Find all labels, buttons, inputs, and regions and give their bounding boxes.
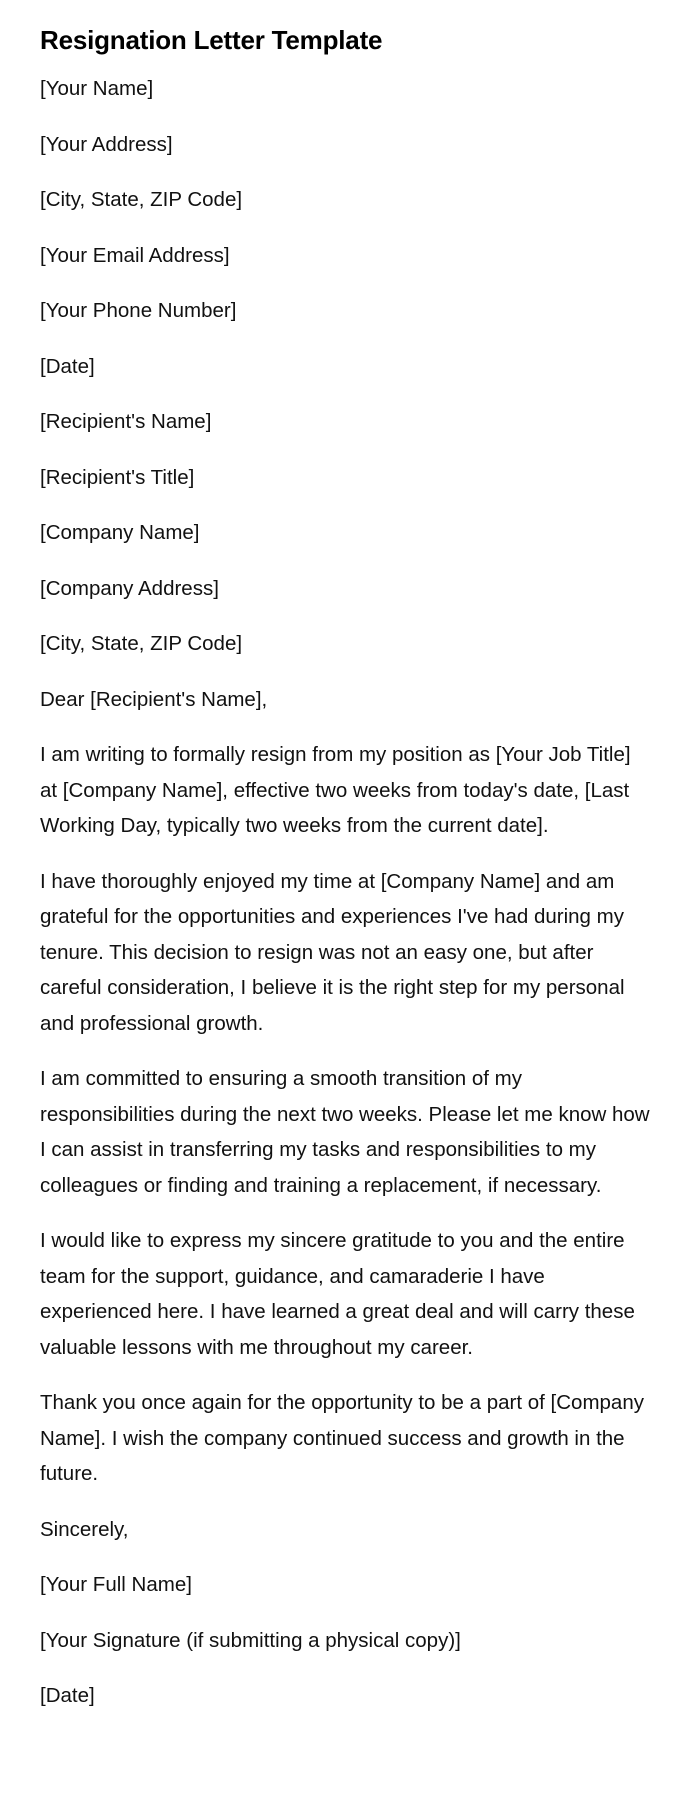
recipient-name: [Recipient's Name] bbox=[40, 410, 212, 433]
body-paragraph-2: I have thoroughly enjoyed my time at [Company Name] and am grateful for the opportunities and experiences I've had during my tenure. This decision to resign was not an easy one, but after careful consideration, I believe it is the right step for my personal and professional growth. bbox=[40, 869, 625, 1035]
recipient-company: [Company Name] bbox=[40, 521, 200, 544]
closing-date: [Date] bbox=[40, 1684, 95, 1707]
salutation: Dear [Recipient's Name], bbox=[40, 687, 268, 711]
body-paragraph-1: I am writing to formally resign from my position as [Your Job Title] at [Company Name], effective two weeks from today's date, [Last Working Day, typically two weeks from the current date]. bbox=[40, 743, 631, 837]
sender-name: [Your Name] bbox=[40, 77, 154, 100]
sender-phone: [Your Phone Number] bbox=[40, 299, 237, 322]
sender-city-state-zip: [City, State, ZIP Code] bbox=[40, 188, 243, 211]
valediction: Sincerely, bbox=[40, 1517, 129, 1541]
body-paragraph-5: Thank you once again for the opportunity to be a part of [Company Name]. I wish the company continued success and growth in the future. bbox=[40, 1391, 644, 1485]
body-paragraph-3: I am committed to ensuring a smooth transition of my responsibilities during the next two weeks. Please let me know how I can assist in transferring my tasks and responsibilities to my colleagues or finding and training a replacement, if necessary. bbox=[40, 1067, 650, 1197]
letter-date: [Date] bbox=[40, 354, 95, 378]
recipient-company-address: [Company Address] bbox=[40, 576, 219, 600]
letter-content bbox=[40, 20, 650, 1714]
recipient-city-state-zip: [City, State, ZIP Code] bbox=[40, 632, 243, 655]
document-title: Resignation Letter Template bbox=[40, 25, 383, 55]
sender-email: [Your Email Address] bbox=[40, 243, 230, 267]
recipient-title: [Recipient's Title] bbox=[40, 465, 195, 489]
signature-line: [Your Signature (if submitting a physical copy)] bbox=[40, 1628, 461, 1652]
sender-address: [Your Address] bbox=[40, 132, 173, 156]
signer-full-name: [Your Full Name] bbox=[40, 1573, 192, 1596]
body-paragraph-4: I would like to express my sincere gratitude to you and the entire team for the support, guidance, and camaraderie I have experienced here. I have learned a great deal and will carry these valuable lessons with me throughout my career. bbox=[40, 1229, 635, 1359]
